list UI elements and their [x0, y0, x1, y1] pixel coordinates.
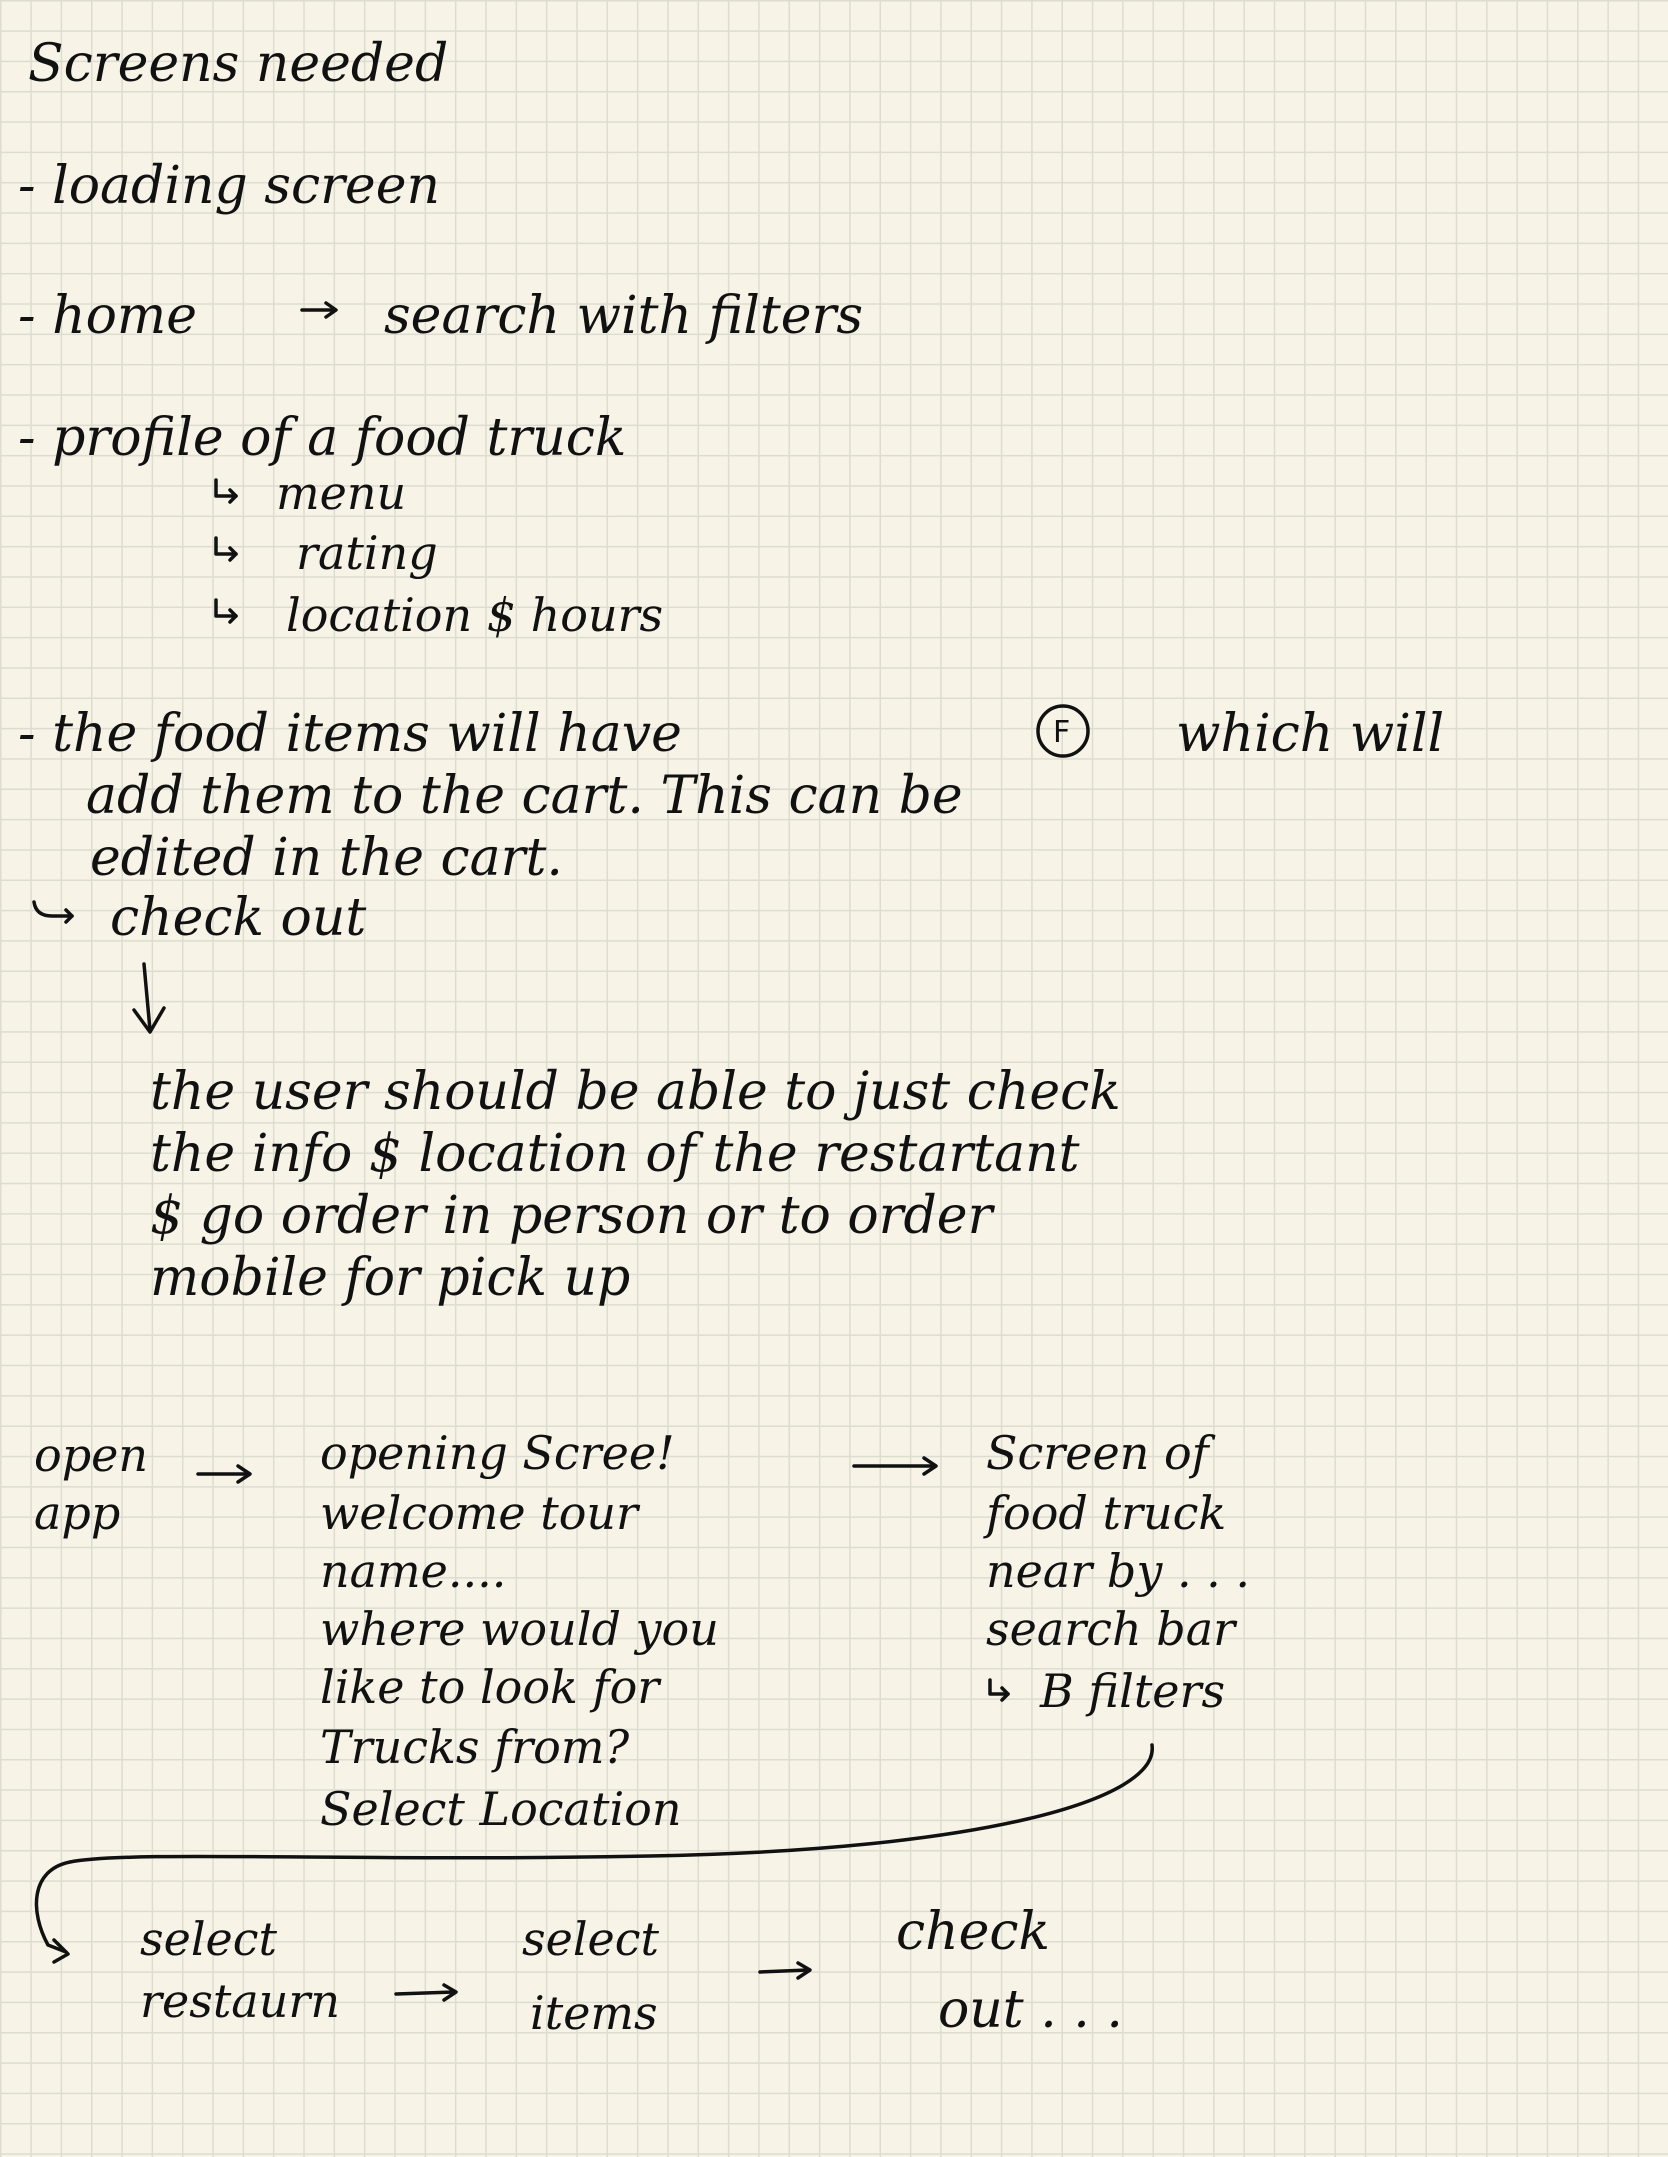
bullet-home: - home: [18, 286, 197, 346]
flow-select-restaurant-2: restaurn: [140, 1974, 340, 2028]
sub-item-location-hours: location $ hours: [286, 588, 664, 642]
checkout-note-line-4: mobile for pick up: [150, 1248, 631, 1308]
flow-opening-5: like to look for: [320, 1660, 660, 1714]
flow-select-items-1: select: [522, 1912, 660, 1966]
cart-note-line-2: add them to the cart. This can be: [86, 766, 963, 826]
checkout-label: check out: [110, 888, 367, 948]
flow-nearby-5: B filters: [1040, 1664, 1226, 1718]
svg-text:F: F: [1053, 715, 1071, 750]
flow-open-app-1: open: [34, 1428, 148, 1482]
flow-check-out-2: out . . .: [938, 1980, 1123, 2040]
checkout-note-line-2: the info $ location of the restartant: [150, 1124, 1080, 1184]
arrow-right-icon: [394, 1982, 464, 2004]
bullet-profile: - profile of a food truck: [18, 408, 627, 468]
cart-note-line-3: edited in the cart.: [90, 828, 563, 888]
flow-select-restaurant-1: select: [140, 1912, 278, 1966]
flow-nearby-2: food truck: [986, 1486, 1227, 1540]
flow-select-items-2: items: [530, 1986, 658, 2040]
flow-opening-6: Trucks from?: [320, 1720, 630, 1774]
cart-note-line-1b: which will: [1176, 704, 1445, 764]
flow-opening-1: opening Scree!: [320, 1426, 675, 1480]
sub-item-menu: menu: [276, 466, 407, 520]
cart-note-line-1a: - the food items will have: [18, 704, 682, 764]
flow-check-out-1: check: [896, 1902, 1051, 1962]
flow-opening-4: where would you: [320, 1602, 719, 1656]
flow-nearby-3: near by . . .: [986, 1544, 1251, 1598]
flow-nearby-4: search bar: [986, 1602, 1236, 1656]
checkout-note-line-1: the user should be able to just check: [150, 1062, 1121, 1122]
arrow-right-icon: [758, 1960, 818, 1982]
bullet-home-search: search with filters: [384, 286, 864, 346]
flow-opening-3: name....: [320, 1544, 507, 1598]
flow-nearby-1: Screen of: [986, 1426, 1209, 1480]
flow-opening-7: Select Location: [320, 1782, 682, 1836]
checkout-note-line-3: $ go order in person or to order: [150, 1186, 993, 1246]
sub-item-rating: rating: [296, 526, 438, 580]
flow-opening-2: welcome tour: [320, 1486, 639, 1540]
page-title: Screens needed: [28, 34, 449, 94]
flow-open-app-2: app: [34, 1486, 121, 1540]
bullet-loading-screen: - loading screen: [18, 156, 440, 216]
